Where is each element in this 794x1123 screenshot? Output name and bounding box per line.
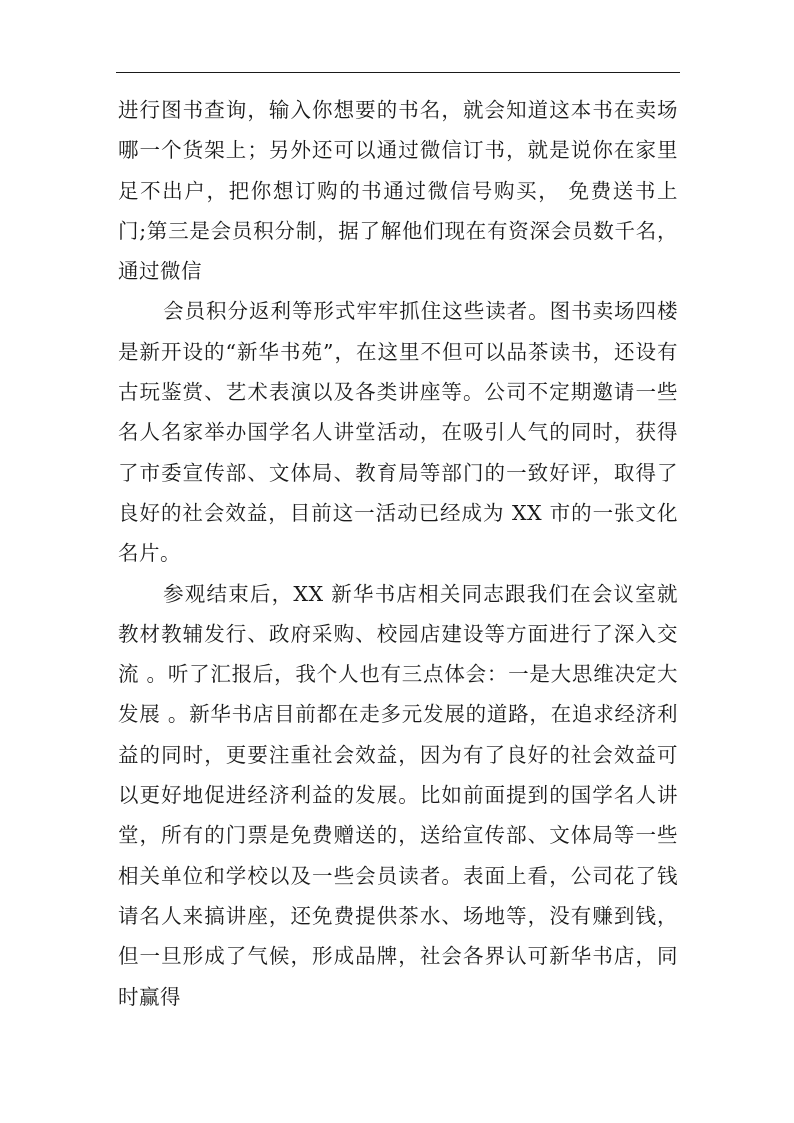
body-text <box>118 90 678 1017</box>
paragraph-visit-summary: 参观结束后，XX 新华书店相关同志跟我们在会议室就教材教辅发行、政府采购、校园店建设等方面进行了深入交流 。听了汇报后，我个人也有三点体会：一是大思维决定大发展 。新华书店目前都在走多元发展的道路，在追求经济利益的同时，更要注重社会效益，因为有了良好的社会效益可以更好地促进经济利益的发展。比如前面提到的国学名人讲堂，所有的门票是免费赠送的，送给宣传部、文体局等一些相关单位和学校以及一些会员读者。表面上看，公司花了钱请名人来搞讲座，还免费提供茶水、场地等，没有赚到钱，但一旦形成了气候，形成品牌，社会各界认可新华书店，同时赢得 <box>118 581 678 1009</box>
paragraph-membership-points: 会员积分返利等形式牢牢抓住这些读者。图书卖场四楼是新开设的“新华书苑”，在这里不但可以品茶读书，还设有古玩鉴赏、艺术表演以及各类讲座等。公司不定期邀请一些名人名家举办国学名人讲堂活动，在吸引人气的同时，获得了市委宣传部、文体局、教育局等部门的一致好评，取得了良好的社会效益，目前这一活动已经成为 XX 市的一张文化名片。 <box>118 299 678 566</box>
paragraph-continuation: 进行图书查询，输入你想要的书名，就会知道这本书在卖场哪一个货架上；另外还可以通过微信订书，就是说你在家里足不出户，把你想订购的书通过微信号购买， 免费送书上门;第三是会员积分制，据了解他们现在有资深会员数千名，通过微信 <box>118 98 678 284</box>
header-rule <box>116 72 680 73</box>
